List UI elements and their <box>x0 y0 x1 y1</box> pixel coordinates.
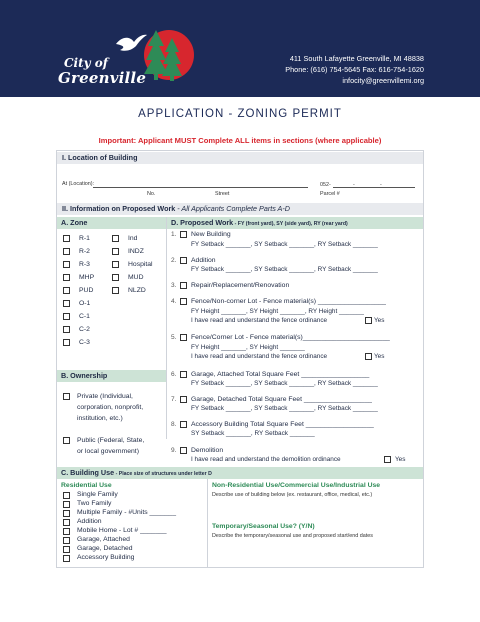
fence-corner-heights[interactable]: FY Height _______, SY Height _______ <box>191 344 305 351</box>
zone-c3-checkbox[interactable] <box>63 339 70 346</box>
temporary-use-title: Temporary/Seasonal Use? (Y/N) <box>212 523 315 530</box>
important-notice: Important: Applicant MUST Complete ALL items in sections (where applicable) <box>98 136 382 145</box>
address-text: 411 South Lafayette Greenville, MI 48838 <box>289 54 424 63</box>
zone-pud-checkbox[interactable] <box>63 287 70 294</box>
fence-noncorner-yes-checkbox[interactable] <box>365 317 372 324</box>
demolition-checkbox[interactable] <box>180 447 187 454</box>
ownership-private-line3: institution, etc.) <box>77 415 123 422</box>
city-name-text: Greenville <box>58 69 147 87</box>
nonresidential-use-title: Non-Residential Use/Commercial Use/Industrial Use <box>212 482 381 489</box>
zone-r3-checkbox[interactable] <box>63 261 70 268</box>
mobile-home-label[interactable]: Mobile Home - Lot # _______ <box>77 527 167 534</box>
zone-r2-checkbox[interactable] <box>63 248 70 255</box>
garage-detached-setbacks[interactable]: FY Setback _______, SY Setback _______, RY Setback _______ <box>191 405 378 412</box>
demolition-label: Demolition <box>191 447 224 454</box>
zone-r1-label: R-1 <box>79 235 90 242</box>
fence-corner-yes-label: Yes <box>374 353 385 360</box>
accessory-building-setbacks[interactable]: SY Setback _______, RY Setback _______ <box>191 430 315 437</box>
fence-corner-yes-checkbox[interactable] <box>365 353 372 360</box>
new-building-checkbox[interactable] <box>180 231 187 238</box>
repair-checkbox[interactable] <box>180 282 187 289</box>
single-family-label: Single Family <box>77 491 118 498</box>
building-use-heading: C. Building Use - Place size of structures under letter D <box>57 467 423 479</box>
fence-noncorner-heights[interactable]: FY Height _______, SY Height _______, RY Height _______ <box>191 308 364 315</box>
garage-attached-label[interactable]: Garage, Attached Total Square Feet __________________ <box>191 371 370 378</box>
demolition-yes-label: Yes <box>395 456 406 463</box>
res-addition-label: Addition <box>77 518 102 525</box>
zone-r2-label: R-2 <box>79 248 90 255</box>
single-family-checkbox[interactable] <box>63 492 70 499</box>
item-number: 3. <box>171 282 177 289</box>
item-number: 7. <box>171 396 177 403</box>
section-location-heading: I. Location of Building <box>57 152 423 164</box>
zone-ind-checkbox[interactable] <box>112 235 119 242</box>
zone-c1-label: C-1 <box>79 313 90 320</box>
ownership-private-line2: corporation, nonprofit, <box>77 404 144 411</box>
zone-indz-label: INDZ <box>128 248 144 255</box>
zone-pud-label: PUD <box>79 287 94 294</box>
addition-setbacks[interactable]: FY Setback _______, SY Setback _______, RY Setback _______ <box>191 266 378 273</box>
new-building-label: New Building <box>191 231 231 238</box>
two-family-label: Two Family <box>77 500 112 507</box>
zone-c1-checkbox[interactable] <box>63 313 70 320</box>
zone-mhp-checkbox[interactable] <box>63 274 70 281</box>
ownership-private-line1: Private (Individual, <box>77 393 133 400</box>
new-building-setbacks[interactable]: FY Setback _______, SY Setback _______, RY Setback _______ <box>191 241 378 248</box>
city-logo <box>58 22 188 90</box>
multiple-family-label[interactable]: Multiple Family - #Units _______ <box>77 509 176 516</box>
item-number: 5. <box>171 334 177 341</box>
item-number: 1. <box>171 231 177 238</box>
accessory-building-checkbox[interactable] <box>180 421 187 428</box>
section-proposed-work-heading: II. Information on Proposed Work - All Applicants Complete Parts A-D <box>57 203 423 215</box>
garage-attached-setbacks[interactable]: FY Setback _______, SY Setback _______, RY Setback _______ <box>191 380 378 387</box>
zone-nlzd-checkbox[interactable] <box>112 287 119 294</box>
zone-c3-label: C-3 <box>79 339 90 346</box>
page-title: APPLICATION - ZONING PERMIT <box>138 108 342 120</box>
zone-hospital-checkbox[interactable] <box>112 261 119 268</box>
email-link[interactable]: infocity@greenvillemi.org <box>342 76 424 85</box>
item-number: 2. <box>171 257 177 264</box>
fence-noncorner-ordinance: I have read and understand the fence ordinance <box>191 317 328 324</box>
no-label: No. <box>147 191 156 197</box>
fence-noncorner-label[interactable]: Fence/Non-corner Lot - Fence material(s) __________________ <box>191 298 386 305</box>
garage-detached-label[interactable]: Garage, Detached Total Square Feet __________________ <box>191 396 372 403</box>
res-garage-detached-label: Garage, Detached <box>77 545 133 552</box>
proposed-work-heading: D. Proposed Work - FY (front yard), SY (side yard), RY (rear yard) <box>167 217 423 229</box>
multiple-family-checkbox[interactable] <box>63 510 70 517</box>
zone-nlzd-label: NLZD <box>128 287 146 294</box>
nonresidential-use-desc: Describe use of building below (ex. restaurant, office, medical, etc.) <box>212 492 373 498</box>
zoning-form <box>56 150 424 568</box>
accessory-building-label[interactable]: Accessory Building Total Square Feet __________________ <box>191 421 374 428</box>
res-accessory-label: Accessory Building <box>77 554 135 561</box>
ownership-private-checkbox[interactable] <box>63 393 70 400</box>
phone-text: Phone: (616) 754-5645 Fax: 616-754-1620 <box>285 65 424 74</box>
contact-block <box>285 53 424 86</box>
at-location-label: At (Location): <box>62 181 95 187</box>
repair-label: Repair/Replacement/Renovation <box>191 282 290 289</box>
zone-o1-label: O-1 <box>79 300 91 307</box>
residential-use-title: Residential Use <box>61 482 112 489</box>
item-number: 6. <box>171 371 177 378</box>
column-divider <box>166 217 167 439</box>
zone-r3-label: R-3 <box>79 261 90 268</box>
ownership-public-line1: Public (Federal, State, <box>77 437 145 444</box>
res-garage-attached-label: Garage, Attached <box>77 536 130 543</box>
zone-ind-label: Ind <box>128 235 138 242</box>
parcel-dash-1: - <box>353 182 355 188</box>
res-accessory-checkbox[interactable] <box>63 555 70 562</box>
zone-indz-checkbox[interactable] <box>112 248 119 255</box>
addition-checkbox[interactable] <box>180 257 187 264</box>
res-garage-attached-checkbox[interactable] <box>63 537 70 544</box>
fence-noncorner-checkbox[interactable] <box>180 298 187 305</box>
demolition-ordinance: I have read and understand the demolition ordinance <box>191 456 341 463</box>
ownership-public-checkbox[interactable] <box>63 437 70 444</box>
zone-heading: A. Zone <box>57 217 166 229</box>
garage-detached-checkbox[interactable] <box>180 396 187 403</box>
addition-label: Addition <box>191 257 216 264</box>
zone-o1-checkbox[interactable] <box>63 300 70 307</box>
item-number: 8. <box>171 421 177 428</box>
zone-mhp-label: MHP <box>79 274 95 281</box>
parcel-input[interactable] <box>333 187 415 188</box>
zone-mud-checkbox[interactable] <box>112 274 119 281</box>
zone-mud-label: MUD <box>128 274 144 281</box>
ownership-heading: B. Ownership <box>57 370 166 382</box>
header-banner <box>0 0 480 97</box>
item-number: 4. <box>171 298 177 305</box>
fence-corner-ordinance: I have read and understand the fence ordinance <box>191 353 328 360</box>
city-of-text: City of <box>64 56 108 70</box>
building-use-divider <box>207 479 208 568</box>
bird-icon <box>114 32 148 56</box>
res-addition-checkbox[interactable] <box>63 519 70 526</box>
parcel-label: Parcel # <box>320 191 340 197</box>
zone-c2-checkbox[interactable] <box>63 326 70 333</box>
demolition-yes-checkbox[interactable] <box>384 456 391 463</box>
zone-hospital-label: Hospital <box>128 261 153 268</box>
res-garage-detached-checkbox[interactable] <box>63 546 70 553</box>
parcel-prefix: 052- <box>320 182 331 188</box>
item-number: 9. <box>171 447 177 454</box>
garage-attached-checkbox[interactable] <box>180 371 187 378</box>
street-label: Street <box>215 191 230 197</box>
ownership-public-line2: or local government) <box>77 448 139 455</box>
zone-r1-checkbox[interactable] <box>63 235 70 242</box>
zone-c2-label: C-2 <box>79 326 90 333</box>
location-input[interactable] <box>93 187 308 188</box>
fence-corner-label[interactable]: Fence/Corner Lot - Fence material(s)_______________________ <box>191 334 390 341</box>
parcel-dash-2: - <box>380 182 382 188</box>
fence-noncorner-yes-label: Yes <box>374 317 385 324</box>
fence-corner-checkbox[interactable] <box>180 334 187 341</box>
mobile-home-checkbox[interactable] <box>63 528 70 535</box>
pine-trees-icon <box>144 24 184 86</box>
two-family-checkbox[interactable] <box>63 501 70 508</box>
temporary-use-desc: Describe the temporary/seasonal use and proposed start/end dates <box>212 533 373 539</box>
